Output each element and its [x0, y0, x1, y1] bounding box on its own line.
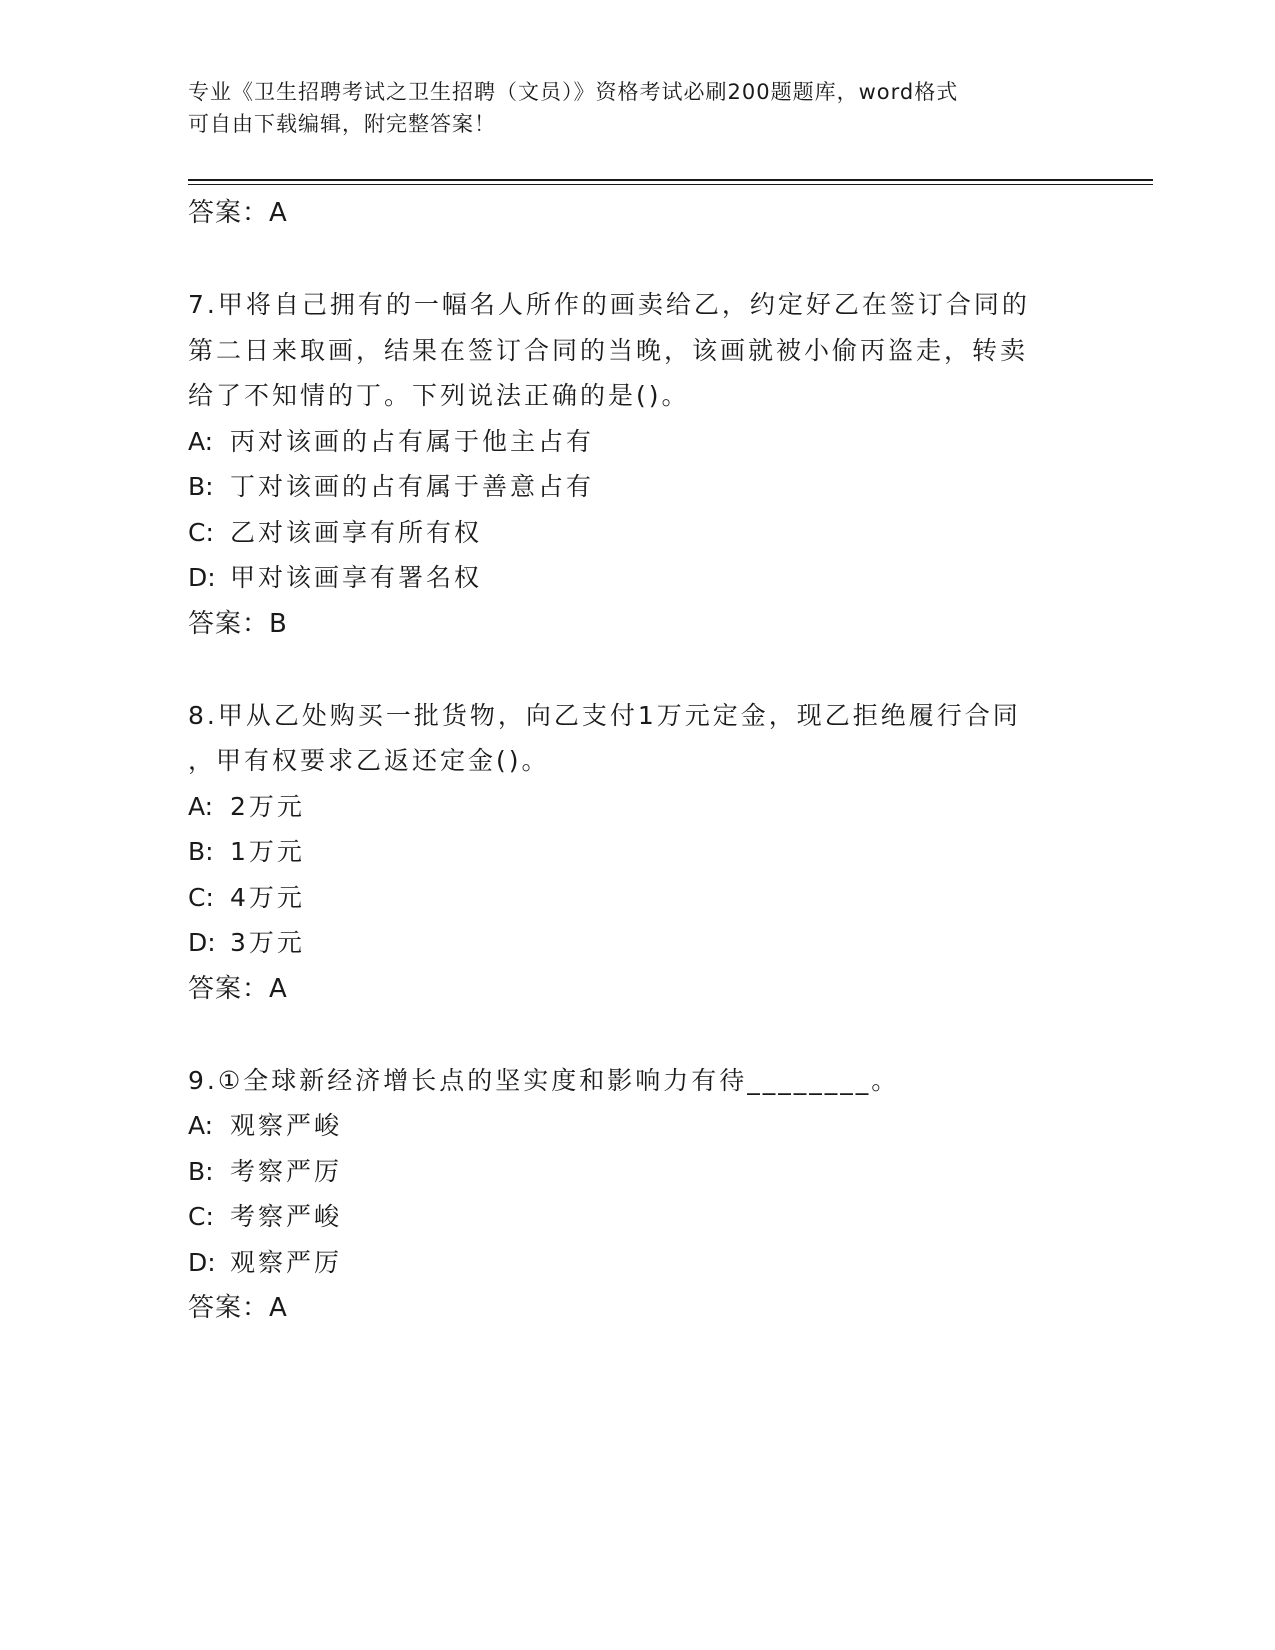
- answer-previous: 答案：A: [188, 198, 288, 228]
- question-7-line-1: 7.甲将自己拥有的一幅名人所作的画卖给乙，约定好乙在签订合同的: [188, 290, 1030, 319]
- option-text: 观察严厉: [230, 1247, 343, 1277]
- question-9-answer: 答案：A: [188, 1293, 288, 1323]
- option-text: 乙对该画享有所有权: [230, 517, 483, 547]
- option-text: 丙对该画的占有属于他主占有: [230, 426, 595, 456]
- option-key: D:: [188, 928, 216, 957]
- spacer: [188, 647, 1088, 693]
- option-text: 3万元: [230, 928, 305, 957]
- option-a: [188, 1103, 1088, 1149]
- question-9-line-1: 9.①全球新经济增长点的坚实度和影响力有待________。: [188, 1065, 900, 1095]
- option-key: A:: [188, 1111, 214, 1140]
- option-key: A:: [188, 426, 214, 456]
- question-8: [188, 693, 1088, 1012]
- question-8-line-2: ，甲有权要求乙返还定金()。: [188, 746, 550, 775]
- spacer: [188, 1012, 1088, 1058]
- option-text: 考察严峻: [230, 1202, 343, 1231]
- header-line-1: 专业《卫生招聘考试之卫生招聘（文员）》资格考试必刷200题题库，word格式: [188, 80, 959, 104]
- question-9: [188, 1058, 1088, 1332]
- option-a: [188, 784, 1088, 830]
- question-8-answer: 答案：A: [188, 973, 288, 1004]
- document-header: [188, 76, 1068, 140]
- option-text: 1万元: [230, 837, 305, 866]
- header-divider-thick: [188, 179, 1153, 181]
- question-7: [188, 282, 1088, 647]
- question-list: [188, 190, 1088, 1331]
- option-key: B:: [188, 837, 214, 866]
- option-text: 丁对该画的占有属于善意占有: [230, 472, 595, 501]
- option-a: [188, 419, 1088, 465]
- option-c: [188, 875, 1088, 921]
- question-7-line-3: 给了不知情的丁。下列说法正确的是()。: [188, 381, 690, 410]
- option-key: B:: [188, 472, 214, 501]
- header-line-2: 可自由下载编辑，附完整答案！: [188, 112, 496, 136]
- option-key: C:: [188, 1202, 214, 1231]
- option-key: C:: [188, 517, 214, 547]
- option-text: 考察严厉: [230, 1156, 343, 1186]
- question-7-answer: 答案：B: [188, 608, 288, 639]
- option-key: D:: [188, 1247, 216, 1277]
- option-key: B:: [188, 1156, 214, 1186]
- option-key: A:: [188, 791, 214, 821]
- option-key: D:: [188, 563, 216, 592]
- option-b: [188, 1149, 1088, 1195]
- option-d: [188, 920, 1088, 966]
- option-text: 4万元: [230, 882, 305, 912]
- option-c: [188, 510, 1088, 556]
- option-b: [188, 464, 1088, 510]
- option-text: 甲对该画享有署名权: [230, 563, 483, 592]
- option-b: [188, 829, 1088, 875]
- question-7-line-2: 第二日来取画，结果在签订合同的当晚，该画就被小偷丙盗走，转卖: [188, 335, 1029, 365]
- spacer: [188, 236, 1088, 282]
- option-d: [188, 555, 1088, 601]
- option-text: 2万元: [230, 791, 305, 821]
- option-text: 观察严峻: [230, 1111, 343, 1140]
- option-d: [188, 1240, 1088, 1286]
- option-key: C:: [188, 882, 214, 912]
- header-divider-thin: [188, 184, 1153, 185]
- option-c: [188, 1194, 1088, 1240]
- question-8-line-1: 8.甲从乙处购买一批货物，向乙支付1万元定金，现乙拒绝履行合同: [188, 700, 1021, 730]
